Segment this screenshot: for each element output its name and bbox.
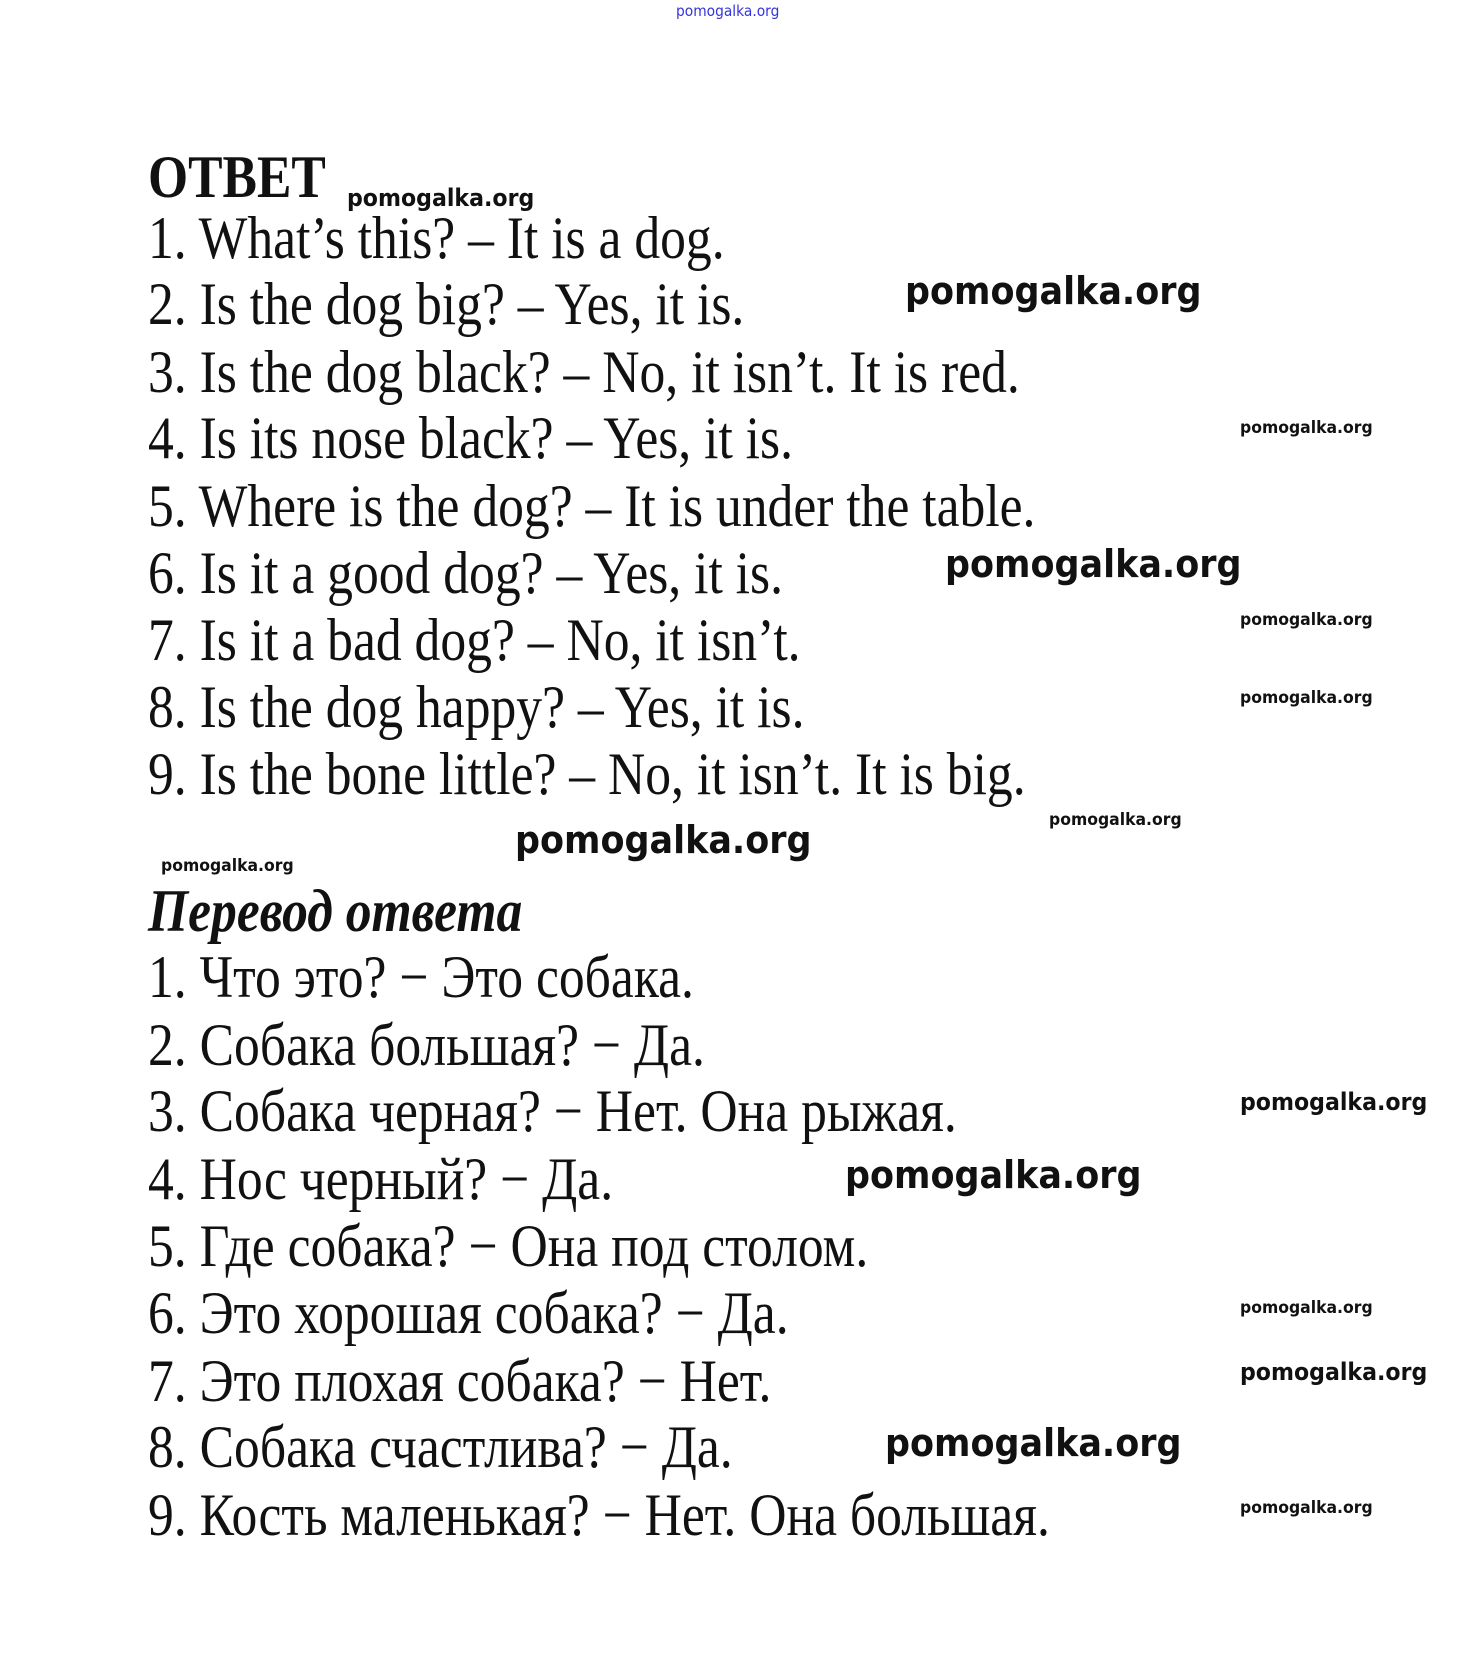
translation-line: 3. Собака черная? − Нет. Она рыжая. xyxy=(148,1078,957,1144)
watermark: pomogalka.org xyxy=(161,856,294,876)
watermark: pomogalka.org xyxy=(905,269,1202,313)
watermark: pomogalka.org xyxy=(1240,418,1373,438)
translation-line: 2. Собака большая? − Да. xyxy=(148,1012,705,1078)
watermark: pomogalka.org xyxy=(1240,1298,1373,1318)
watermark: pomogalka.org xyxy=(845,1153,1142,1197)
answer-line: 4. Is its nose black? – Yes, it is. xyxy=(148,405,793,471)
watermark-header: pomogalka.org xyxy=(676,2,780,20)
answer-line: 6. Is it a good dog? – Yes, it is. xyxy=(148,540,784,606)
answer-line: 1. What’s this? – It is a dog. xyxy=(148,205,725,271)
answer-line: 2. Is the dog big? – Yes, it is. xyxy=(148,271,745,337)
watermark: pomogalka.org xyxy=(1240,1498,1373,1518)
watermark: pomogalka.org xyxy=(1240,1088,1428,1116)
watermark: pomogalka.org xyxy=(1049,810,1182,830)
watermark: pomogalka.org xyxy=(347,184,535,212)
watermark: pomogalka.org xyxy=(1240,688,1373,708)
translation-line: 6. Это хорошая собака? − Да. xyxy=(148,1280,789,1346)
translation-line: 8. Собака счастлива? − Да. xyxy=(148,1414,733,1480)
watermark: pomogalka.org xyxy=(515,818,812,862)
watermark: pomogalka.org xyxy=(1240,610,1373,630)
watermark: pomogalka.org xyxy=(1240,1358,1428,1386)
answer-line: 8. Is the dog happy? – Yes, it is. xyxy=(148,674,805,740)
translation-line: 1. Что это? − Это собака. xyxy=(148,944,694,1010)
answer-title: ОТВЕТ xyxy=(148,144,326,210)
answer-line: 3. Is the dog black? – No, it isn’t. It is red. xyxy=(148,339,1020,405)
answer-line: 9. Is the bone little? – No, it isn’t. It is big. xyxy=(148,741,1026,807)
answer-line: 7. Is it a bad dog? – No, it isn’t. xyxy=(148,607,801,673)
translation-line: 4. Нос черный? − Да. xyxy=(148,1146,614,1212)
translation-line: 5. Где собака? − Она под столом. xyxy=(148,1213,869,1279)
watermark: pomogalka.org xyxy=(945,542,1242,586)
translation-line: 7. Это плохая собака? − Нет. xyxy=(148,1348,772,1414)
translation-title: Перевод ответа xyxy=(148,878,523,944)
answer-line: 5. Where is the dog? – It is under the table. xyxy=(148,473,1036,539)
watermark: pomogalka.org xyxy=(885,1421,1182,1465)
translation-line: 9. Кость маленькая? − Нет. Она большая. xyxy=(148,1482,1050,1548)
